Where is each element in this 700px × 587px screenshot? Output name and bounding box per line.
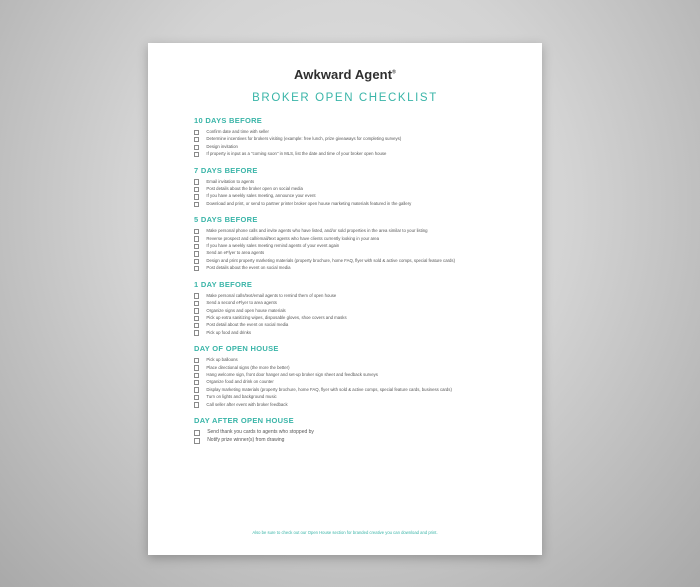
brand-registered-mark: ®: [392, 69, 396, 76]
checklist-item-text: If property is input as a "coming soon" in MLS, list the date and time of your broker open house: [206, 151, 387, 157]
checkbox[interactable]: [194, 229, 199, 234]
checklist-item: [194, 185, 496, 192]
section-1-day-before: [194, 280, 496, 336]
checklist-item: [194, 227, 496, 234]
checklist-item: [194, 249, 496, 256]
checkbox[interactable]: [194, 259, 199, 264]
section-heading: DAY AFTER OPEN HOUSE: [194, 415, 294, 425]
checklist-item: [194, 150, 496, 157]
checklist-item-text: Post details about the broker open on social media: [206, 186, 303, 192]
checklist-item: [194, 314, 496, 321]
section-heading: 5 DAYS BEFORE: [194, 215, 258, 225]
checklist-item: [194, 299, 496, 306]
checklist-item-text: Call seller after event with broker feedback: [206, 401, 288, 407]
checklist-item: [194, 200, 496, 207]
section-day-after-open-house: [194, 416, 496, 445]
checklist-item-text: Design and print property marketing materials (property brochure, home FAQ, flyer with sold & active comps, special feature cards): [206, 257, 455, 263]
checklist: [194, 178, 496, 208]
checklist-item: [194, 135, 496, 142]
checklist-item-text: Determine incentives for brokers visiting (example: free lunch, prize giveaways for completing surveys): [206, 136, 402, 142]
checklist-item-text: If you have a weekly sales meeting, announce your event: [206, 193, 316, 199]
checklist-item-text: Notify prize winner(s) from drawing: [207, 437, 285, 444]
checklist-item-text: Email invitation to agents: [206, 178, 255, 184]
checkbox[interactable]: [194, 244, 199, 249]
checklist-item: [194, 143, 496, 150]
checkbox[interactable]: [194, 137, 199, 142]
checklist: [194, 227, 496, 271]
checkbox[interactable]: [194, 438, 200, 444]
checklist-item: [194, 401, 496, 408]
checklist-item-text: Place directional signs (the more the better): [206, 364, 290, 370]
checklist-item: [194, 436, 496, 445]
checklist-item: [194, 371, 496, 378]
checklist-item-text: Download and print, or send to partner printer broker open house marketing materials featured in the gallery: [206, 200, 412, 206]
section-7-days-before: [194, 166, 496, 208]
checkbox[interactable]: [194, 179, 199, 184]
checklist-item-text: Design invitation: [206, 143, 238, 149]
checklist-item-text: Pick up balloons: [206, 357, 238, 363]
section-5-days-before: [194, 215, 496, 271]
checklist-item: [194, 128, 496, 135]
checkbox[interactable]: [194, 330, 199, 335]
checklist-item-text: Make personal calls/text/email agents to remind them of open house: [206, 292, 337, 298]
checklist-item: [194, 364, 496, 371]
checkbox[interactable]: [194, 236, 199, 241]
checkbox[interactable]: [194, 130, 199, 135]
checkbox[interactable]: [194, 402, 199, 407]
checklist: [194, 428, 496, 445]
checklist-item-text: Send a second eFlyer to area agents: [206, 300, 277, 306]
checklist-item-text: Hang welcome sign, front door hanger and set-up broker sign sheet and feedback surveys: [206, 371, 378, 377]
section-day-of-open-house: [194, 344, 496, 408]
brand-name: Awkward Agent: [294, 67, 393, 82]
checkbox[interactable]: [194, 430, 200, 436]
checklist: [194, 128, 496, 158]
checklist-item-text: Organize food and drink on counter: [206, 379, 274, 385]
checklist-item-text: Make personal phone calls and invite agents who have listed, and/or sold properties in the area similar to your listing: [206, 228, 428, 234]
checklist-item: [194, 378, 496, 385]
checkbox[interactable]: [194, 301, 199, 306]
checkbox[interactable]: [194, 145, 199, 150]
checkbox[interactable]: [194, 187, 199, 192]
checklist-item: [194, 264, 496, 271]
checkbox[interactable]: [194, 202, 199, 207]
checklist-item-text: Send an eFlyer to area agents: [206, 250, 265, 256]
section-10-days-before: [194, 116, 496, 158]
checkbox[interactable]: [194, 373, 199, 378]
checkbox[interactable]: [194, 380, 199, 385]
checklist-item-text: Turn on lights and background music: [206, 394, 277, 400]
checklist-item: [194, 428, 496, 437]
section-heading: 1 DAY BEFORE: [194, 279, 253, 289]
checklist-item: [194, 242, 496, 249]
checklist-item: [194, 321, 496, 328]
checkbox[interactable]: [194, 395, 199, 400]
checklist-item-text: Post details about the event on social media: [206, 265, 291, 271]
checklist-item-text: Pick up food and drinks: [206, 329, 252, 335]
checklist-item-text: Organize signs and open house materials: [206, 307, 286, 313]
checklist-item: [194, 393, 496, 400]
checkbox[interactable]: [194, 152, 199, 157]
checklist-item-text: Display marketing materials (property brochure, home FAQ, flyer with sold & active comps, special feature cards, business cards): [206, 386, 452, 392]
checklist-sections: [194, 116, 496, 445]
checkbox[interactable]: [194, 266, 199, 271]
checkbox[interactable]: [194, 323, 199, 328]
page-title: BROKER OPEN CHECKLIST: [252, 92, 438, 104]
checklist-item: [194, 178, 496, 185]
checklist-item: [194, 307, 496, 314]
checklist-item: [194, 192, 496, 199]
section-heading: 10 DAYS BEFORE: [194, 116, 263, 125]
checklist-item: [194, 386, 496, 393]
checkbox[interactable]: [194, 387, 199, 392]
checklist-item-text: Pick up extra sanitizing wipes, disposable gloves, shoe covers and masks: [206, 314, 347, 320]
checkbox[interactable]: [194, 251, 199, 256]
checkbox[interactable]: [194, 308, 199, 313]
checklist-item-text: If you have a weekly sales meeting remind agents of your event again: [206, 243, 340, 249]
checkbox[interactable]: [194, 365, 199, 370]
checklist-item-text: Send thank you cards to agents who stopped by: [207, 428, 314, 435]
checklist: [194, 292, 496, 336]
checkbox[interactable]: [194, 194, 199, 199]
checklist-item: [194, 292, 496, 299]
checklist-item: [194, 329, 496, 336]
section-heading: 7 DAYS BEFORE: [194, 165, 258, 175]
brand-logo: [194, 67, 496, 82]
checklist: [194, 356, 496, 408]
footer-note: Also be sure to check out our Open House section for branded creative you can download and print.: [252, 530, 438, 535]
checkbox[interactable]: [194, 358, 199, 363]
section-heading: DAY OF OPEN HOUSE: [194, 344, 279, 354]
checklist-item: [194, 356, 496, 363]
checkbox[interactable]: [194, 293, 199, 298]
checklist-item: [194, 257, 496, 264]
checklist-item-text: Reverse prospect and call/email/text agents who have clients currently looking in your area: [206, 235, 380, 241]
checklist-item-text: Confirm date and time with seller: [206, 129, 269, 134]
checklist-item-text: Post detail about the event on social media: [206, 322, 289, 328]
checkbox[interactable]: [194, 316, 199, 321]
checklist-page: [148, 43, 542, 555]
checklist-item: [194, 235, 496, 242]
